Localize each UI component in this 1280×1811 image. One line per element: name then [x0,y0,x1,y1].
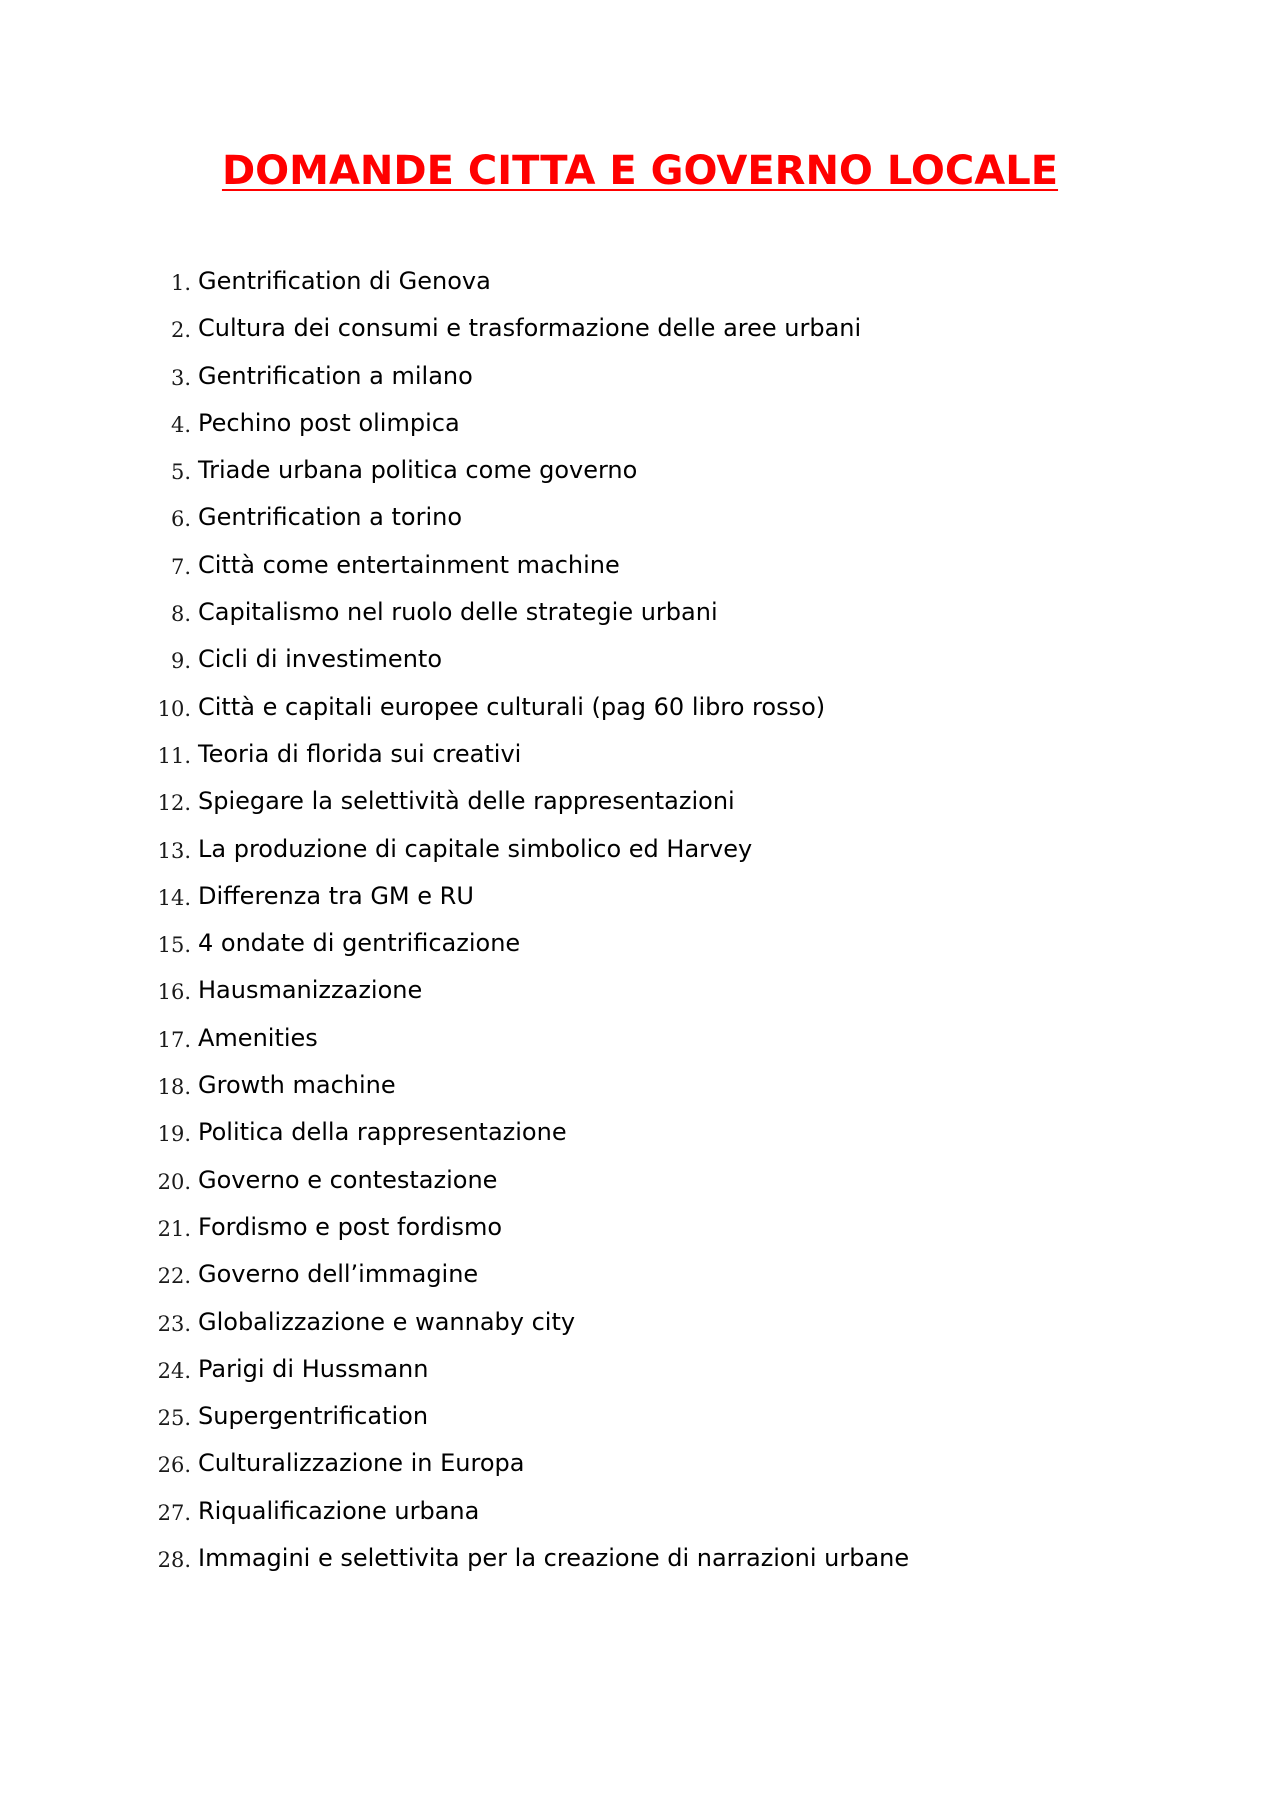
question-text: Teoria di florida sui creativi [198,739,522,768]
question-list [0,259,1280,1583]
question-text: Politica della rappresentazione [198,1118,567,1147]
question-item [0,921,1280,968]
question-item [0,1063,1280,1110]
question-text: Differenza tra GM e RU [198,881,474,910]
question-item [0,637,1280,684]
question-text: La produzione di capitale simbolico ed Harvey [198,834,753,863]
question-number: 9. [170,649,191,674]
question-text: Hausmanizzazione [198,976,423,1005]
question-number: 4. [170,412,191,437]
question-text: Immagini e selettivita per la creazione di narrazioni urbane [198,1544,910,1573]
question-item [0,495,1280,542]
question-item [0,1394,1280,1441]
question-text: Spiegare la selettività delle rappresentazioni [198,787,735,816]
question-number: 28. [157,1548,191,1573]
question-number: 10. [157,696,191,721]
question-number: 6. [170,507,191,532]
question-number: 14. [157,885,191,910]
question-number: 5. [170,460,191,485]
question-number: 13. [157,838,191,863]
question-number: 15. [157,933,191,958]
question-number: 25. [157,1406,191,1431]
question-text: Gentrification di Genova [198,267,491,295]
question-text: Governo e contestazione [198,1165,498,1194]
question-item [0,1300,1280,1347]
question-number: 3. [170,365,191,390]
question-number: 19. [157,1122,191,1147]
question-number: 27. [157,1500,191,1525]
question-item [0,1252,1280,1299]
question-item [0,306,1280,353]
question-text: Fordismo e post fordismo [198,1212,503,1241]
question-number: 22. [157,1264,191,1289]
question-item [0,1205,1280,1252]
question-item [0,448,1280,495]
question-text: Globalizzazione e wannaby city [198,1307,576,1336]
question-number: 2. [170,318,191,343]
question-text: Pechino post olimpica [198,408,460,437]
question-text: Supergentrification [198,1402,429,1431]
question-number: 17. [157,1027,191,1052]
question-item [0,1441,1280,1488]
question-item [0,827,1280,874]
question-text: Amenities [198,1023,318,1052]
question-text: Governo dell’immagine [198,1260,479,1289]
question-item [0,1347,1280,1394]
question-item [0,779,1280,826]
question-item [0,543,1280,590]
question-item [0,1536,1280,1583]
question-number: 8. [170,602,191,627]
question-number: 20. [157,1169,191,1194]
question-item [0,401,1280,448]
question-item [0,1110,1280,1157]
question-item [0,1489,1280,1536]
question-number: 11. [157,743,191,768]
question-text: Parigi di Hussmann [198,1354,429,1383]
question-text: Gentrification a milano [198,361,473,390]
page-title: DOMANDE CITTA E GOVERNO LOCALE [221,148,1059,194]
question-item [0,259,1280,306]
question-text: Growth machine [198,1071,396,1100]
question-text: Capitalismo nel ruolo delle strategie urbani [198,598,718,627]
question-number: 7. [170,554,191,579]
question-text: Triade urbana politica come governo [198,456,638,485]
question-text: Città e capitali europee culturali (pag 60 libro rosso) [198,692,826,721]
question-number: 16. [157,980,191,1005]
question-text: Cultura dei consumi e trasformazione delle aree urbani [198,314,862,343]
question-number: 23. [157,1311,191,1336]
question-item [0,874,1280,921]
question-item [0,732,1280,779]
question-text: Città come entertainment machine [198,550,620,579]
question-text: 4 ondate di gentrificazione [198,929,521,958]
question-text: Cicli di investimento [198,645,442,674]
question-item [0,968,1280,1015]
question-number: 1. [170,271,191,295]
question-number: 12. [157,791,191,816]
question-number: 21. [157,1216,191,1241]
question-item [0,1016,1280,1063]
question-number: 18. [157,1075,191,1100]
question-item [0,1158,1280,1205]
question-number: 24. [157,1358,191,1383]
question-text: Riqualificazione urbana [198,1496,480,1525]
question-item [0,590,1280,637]
question-item [0,685,1280,732]
question-text: Culturalizzazione in Europa [198,1449,525,1478]
question-text: Gentrification a torino [198,503,462,532]
question-item [0,354,1280,401]
question-number: 26. [157,1453,191,1478]
